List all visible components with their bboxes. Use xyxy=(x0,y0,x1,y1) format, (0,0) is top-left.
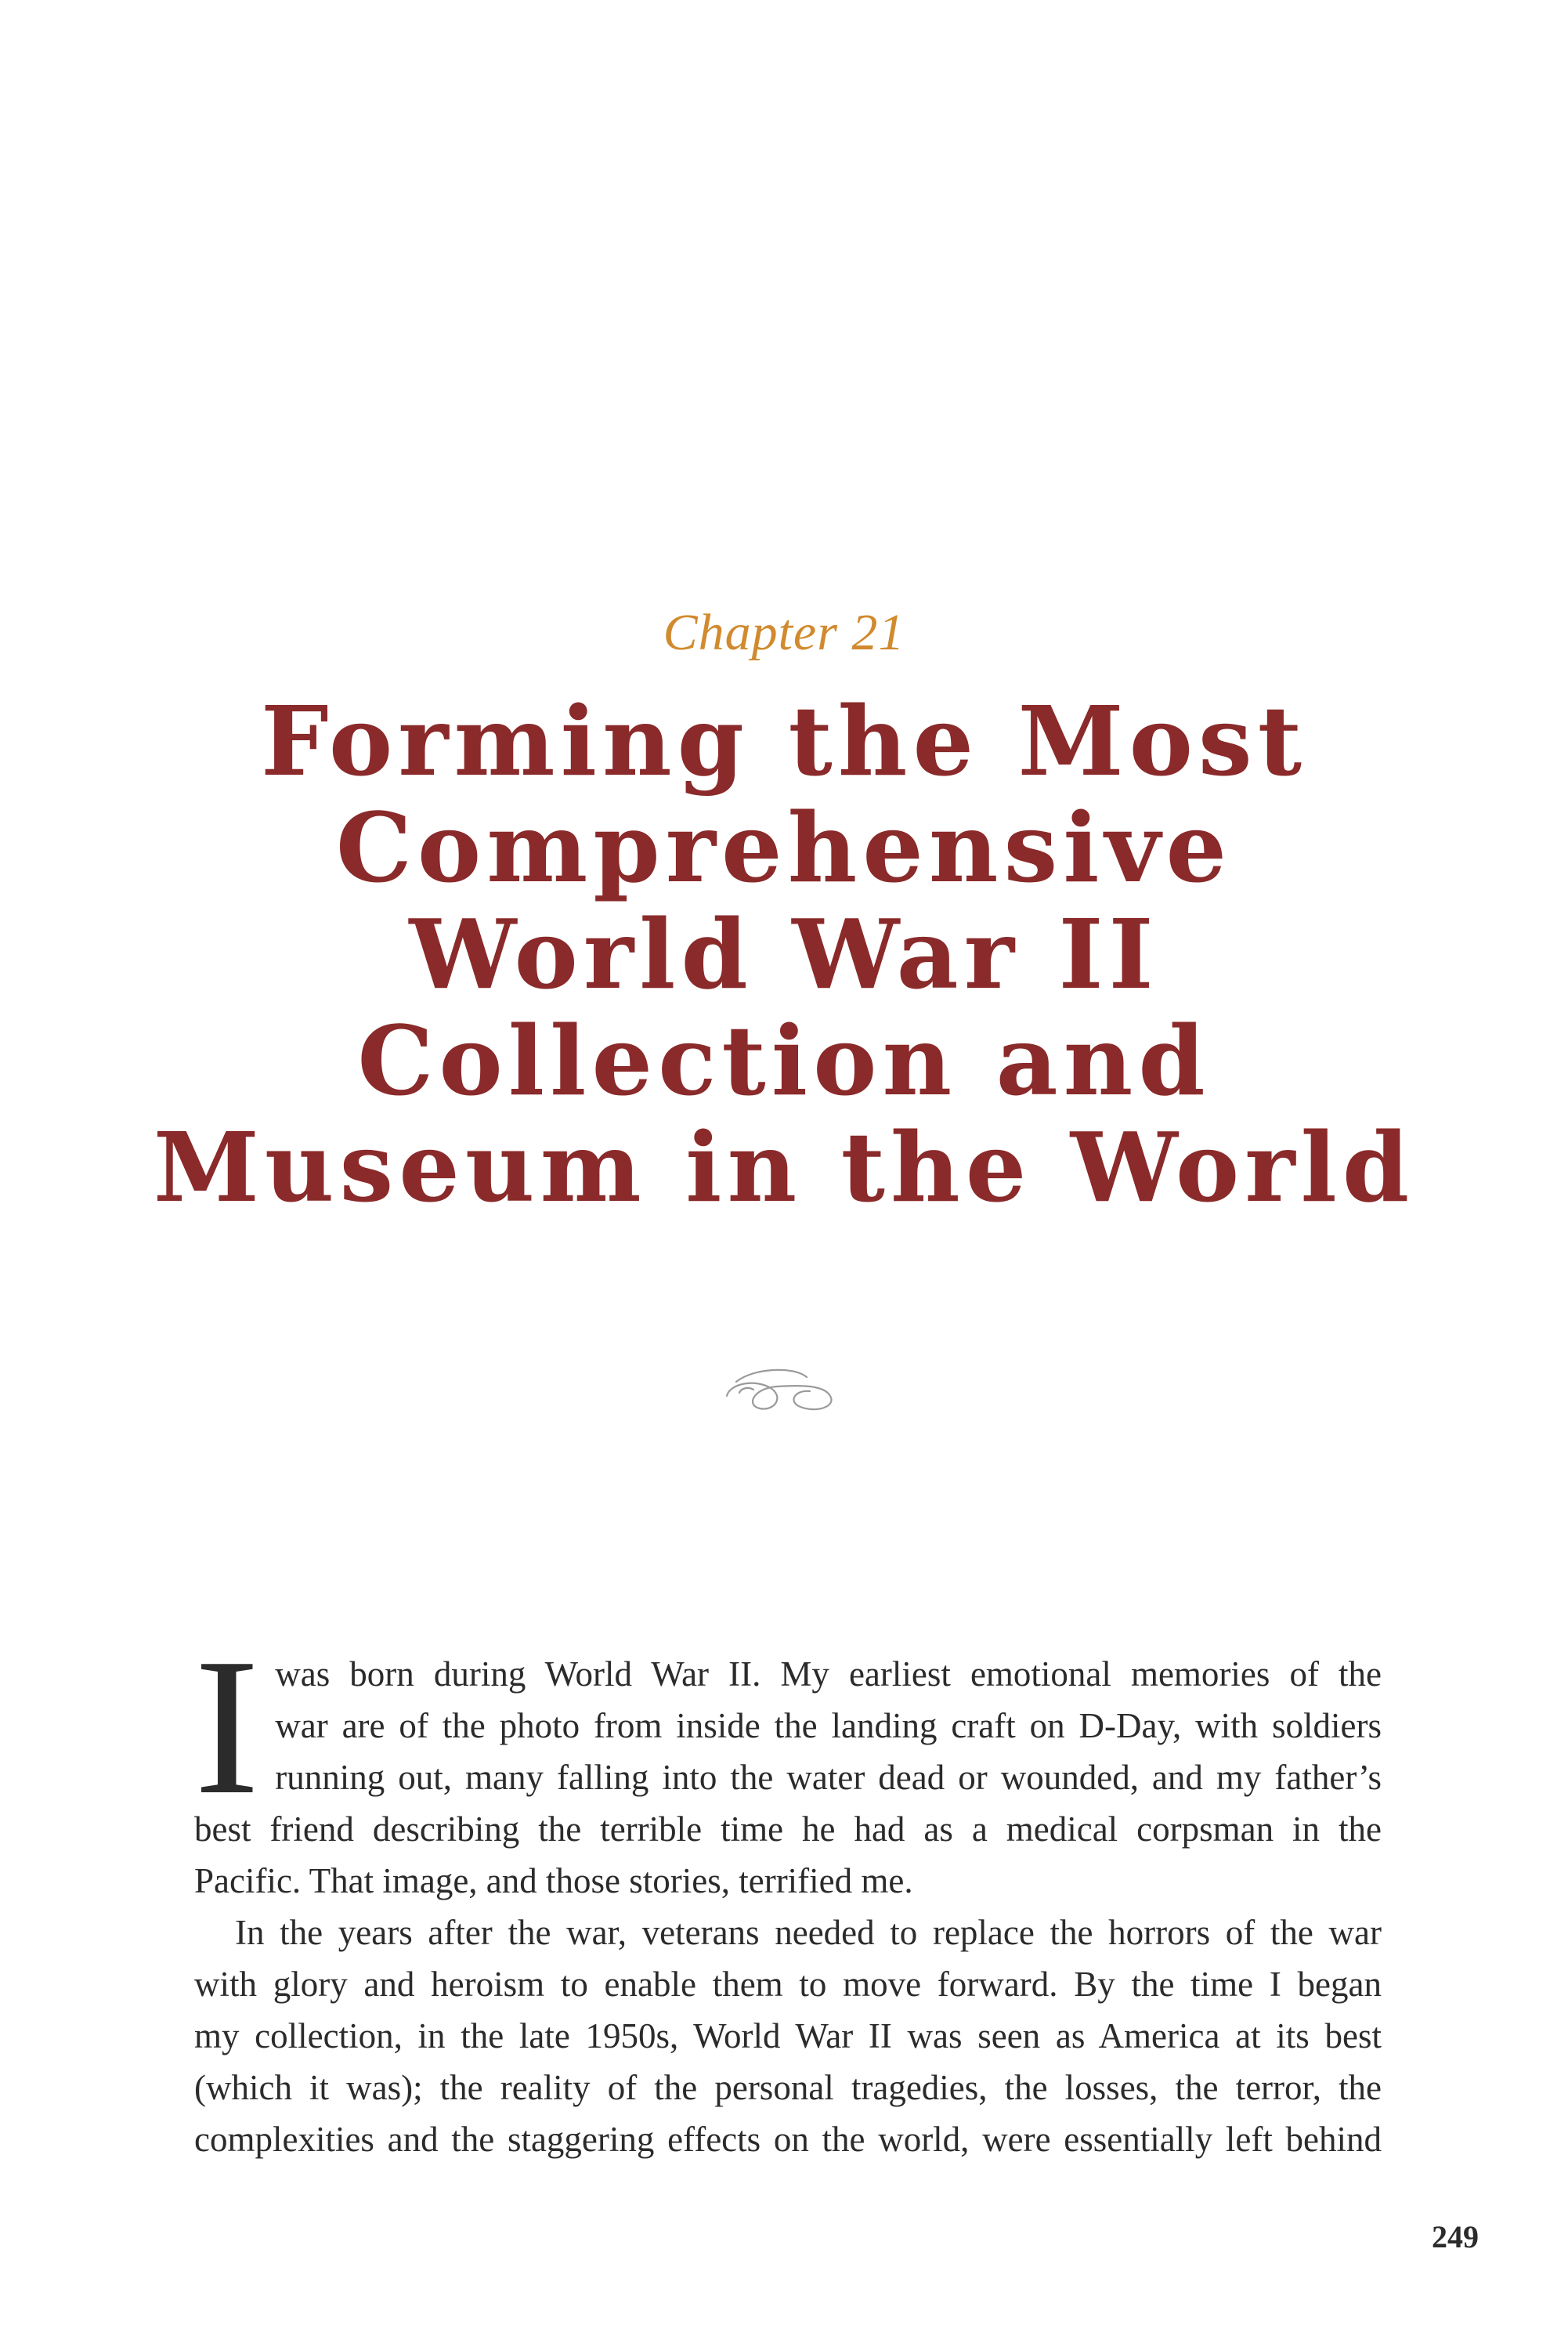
chapter-title xyxy=(0,685,1568,1224)
text-line: best friend describing the terrible time he had as a medical corpsman in the xyxy=(194,1810,1382,1849)
chapter-title-line: Forming the Most xyxy=(260,685,1308,797)
text-line: my collection, in the late 1950s, World War II was seen as America at its best xyxy=(194,2016,1382,2055)
text-line: war are of the photo from inside the landing craft on D-Day, with soldiers xyxy=(275,1706,1382,1745)
text-line: complexities and the staggering effects on the world, were essentially left behind xyxy=(194,2120,1382,2159)
page-number: 249 xyxy=(1432,2219,1479,2254)
flourish-ornament-icon xyxy=(722,1361,847,1418)
chapter-title-line: Collection and xyxy=(357,1004,1211,1117)
text-line: running out, many falling into the water dead or wounded, and my father’s xyxy=(275,1758,1382,1797)
text-line: (which it was); the reality of the personal tragedies, the losses, the terror, the xyxy=(194,2068,1382,2107)
text-line: Pacific. That image, and those stories, terrified me. xyxy=(194,1861,913,1900)
chapter-label: Chapter 21 xyxy=(663,604,905,661)
paragraph-1 xyxy=(194,1618,1382,1907)
text-line: with glory and heroism to enable them to move forward. By the time I began xyxy=(194,1965,1382,2004)
text-line: was born during World War II. My earliest emotional memories of the xyxy=(275,1654,1382,1694)
drop-cap: I xyxy=(194,1618,260,1835)
paragraph-2 xyxy=(194,1907,1382,2165)
text-line: In the years after the war, veterans needed to replace the horrors of the war xyxy=(235,1913,1382,1952)
chapter-title-line: Comprehensive xyxy=(335,791,1233,904)
chapter-title-line: Museum in the World xyxy=(153,1111,1415,1224)
body-text xyxy=(194,1618,1382,2165)
chapter-title-line: World War II xyxy=(409,898,1159,1010)
